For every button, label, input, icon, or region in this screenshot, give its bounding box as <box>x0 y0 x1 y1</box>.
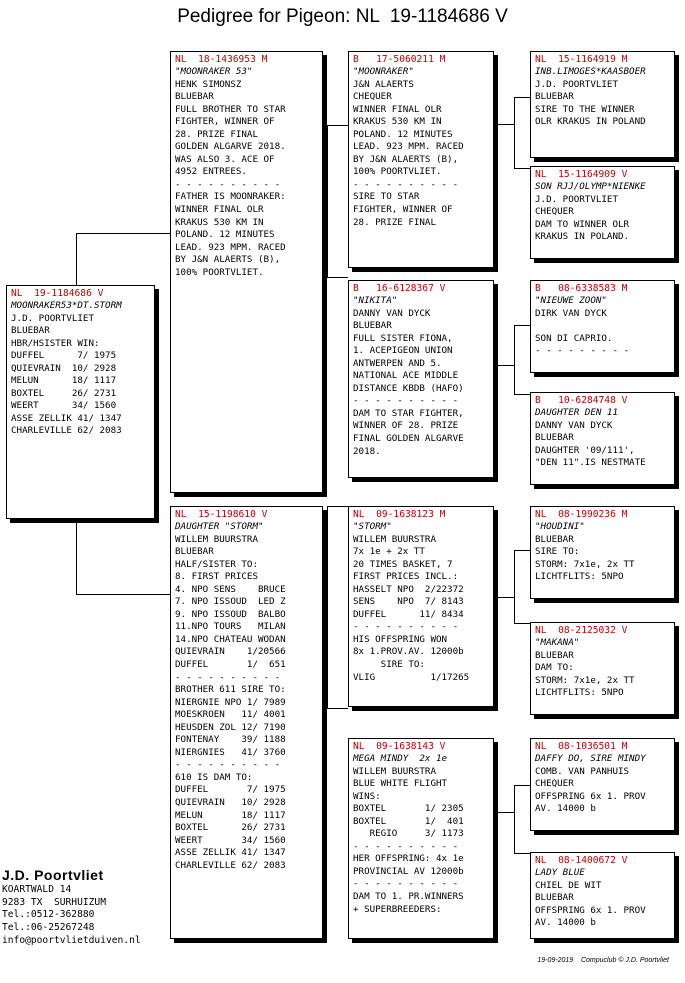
pedigree-line: STORM: 7x1e, 2x TT <box>535 674 635 686</box>
pedigree-line: DAM TO WINNER OLR <box>535 218 630 230</box>
pedigree-line: BLUEBAR <box>353 320 392 332</box>
pedigree-line: - - - - - - - - - - <box>175 178 281 190</box>
pedigree-line: DANNY VAN DYCK <box>353 307 431 319</box>
pedigree-line: OFFSPRING 6x 1. PROV <box>535 904 646 916</box>
pedigree-card-dds <box>530 738 675 831</box>
pigeon-name: "MAKANA" <box>535 637 580 648</box>
pedigree-line: - - - - - - - - - <box>535 345 630 357</box>
pedigree-line: KRAKUS 530 KM IN <box>353 116 442 128</box>
pedigree-line: CHEQUER <box>535 206 574 218</box>
ring-number: B 10-6284748 V <box>535 395 628 406</box>
pedigree-line: 9. NPO ISSOUD BALBO <box>175 608 286 620</box>
pedigree-line: WAS ALSO 3. ACE OF <box>175 153 275 165</box>
connector-line <box>514 394 530 395</box>
ring-number: NL 08-2125032 V <box>535 625 628 636</box>
pedigree-line: BLUEBAR <box>11 325 50 337</box>
pedigree-line: J.D. POORTVLIET <box>11 312 94 324</box>
connector-line <box>514 168 530 169</box>
pedigree-line: SON DI CAPRIO. <box>535 332 613 344</box>
pedigree-line: POLAND. 12 MINUTES <box>175 229 275 241</box>
connector-line <box>514 97 530 98</box>
pedigree-line: NIERGNIE NPO 1/ 7989 <box>175 696 286 708</box>
pedigree-line: LEAD. 923 MPM. RACED <box>353 141 464 153</box>
pedigree-line: FINAL GOLDEN ALGARVE <box>353 433 464 445</box>
pedigree-line: PROVINCIAL AV 12000b <box>353 865 464 877</box>
pedigree-line: DAUGHTER '09/111', <box>535 444 635 456</box>
connector-line <box>494 597 514 598</box>
pedigree-line: 610 IS DAM TO: <box>175 771 253 783</box>
pedigree-line: 7. NPO ISSOUD LED Z <box>175 596 286 608</box>
ring-number: NL 09-1638143 V <box>353 741 446 752</box>
pedigree-line: FONTENAY 39/ 1188 <box>175 734 286 746</box>
breeder-phone: Tel.:0512-362880 <box>2 909 95 921</box>
pedigree-line: BOXTEL 1/ 401 <box>353 815 464 827</box>
pedigree-line: GOLDEN ALGARVE 2018. <box>175 141 286 153</box>
pedigree-line: CHARLEVILLE 62/ 2083 <box>11 425 122 437</box>
page-title: Pedigree for Pigeon: NL 19-1184686 V <box>177 6 508 27</box>
pedigree-card-dam-dam <box>348 738 494 939</box>
pedigree-card-sdd <box>530 392 675 485</box>
pedigree-line: DIRK VAN DYCK <box>535 307 607 319</box>
pedigree-line: FIRST PRICES INCL.: <box>353 571 459 583</box>
pedigree-line: 11.NPO TOURS MILAN <box>175 621 286 633</box>
pedigree-line: - - - - - - - - - - <box>353 621 459 633</box>
ring-number: B 08-6338583 M <box>535 283 628 294</box>
connector-line <box>514 325 515 394</box>
connector-line <box>514 550 530 551</box>
pedigree-card-ddd <box>530 852 675 939</box>
pedigree-line: OFFSPRING 6x 1. PROV <box>535 790 646 802</box>
pedigree-line: WEERT 34/ 1560 <box>11 400 117 412</box>
pedigree-line: BLUEBAR <box>535 432 574 444</box>
pedigree-line: DUFFEL 7/ 1975 <box>11 350 117 362</box>
pigeon-name: INB.LIMOGES*KAASBOER <box>535 66 646 77</box>
pedigree-line: CHIEL DE WIT <box>535 879 602 891</box>
pedigree-line: BOXTEL 26/ 2731 <box>175 822 286 834</box>
pedigree-card-dam-sire <box>348 506 494 707</box>
pedigree-line: - - - - - - - - - - <box>353 178 459 190</box>
connector-line <box>514 325 530 326</box>
pedigree-line: ANTWERPEN AND 5. <box>353 357 442 369</box>
ring-number: NL 15-1198610 V <box>175 509 268 520</box>
pedigree-line: SIRE TO STAR <box>353 191 420 203</box>
footer-credit: 19-09-2019 Compuclub © J.D. Poortvliet <box>537 957 669 964</box>
pedigree-line: CHARLEVILLE 62/ 2083 <box>175 859 286 871</box>
connector-line <box>327 708 348 709</box>
breeder-info <box>2 866 141 948</box>
pedigree-line: - - - - - - - - - - <box>175 759 281 771</box>
pedigree-line: DUFFEL 1/ 651 <box>175 659 286 671</box>
connector-line <box>514 623 530 624</box>
pedigree-line: BLUEBAR <box>535 533 574 545</box>
pedigree-line: WILLEM BUURSTRA <box>353 533 436 545</box>
pedigree-line: MELUN 18/ 1117 <box>175 809 286 821</box>
pedigree-line: - - - - - - - - - - <box>353 878 459 890</box>
connector-line <box>494 124 514 125</box>
connector-line <box>514 853 530 854</box>
pedigree-line: BLUEBAR <box>175 546 214 558</box>
pedigree-line: SIRE TO: <box>535 546 580 558</box>
ring-number: NL 15-1164909 V <box>535 169 628 180</box>
pedigree-line: QUIEVRAIN 10/ 2928 <box>11 362 117 374</box>
pedigree-line: - - - - - - - - - - <box>353 840 459 852</box>
pedigree-line: DAM TO: <box>535 662 574 674</box>
pedigree-card-dsd <box>530 622 675 715</box>
pedigree-line: BY J&N ALAERTS (B), <box>175 254 281 266</box>
connector-line <box>327 277 348 278</box>
pedigree-line: - - - - - - - - - - <box>353 395 459 407</box>
pedigree-line: J.D. POORTVLIET <box>535 78 618 90</box>
pedigree-line: KRAKUS IN POLAND. <box>535 231 630 243</box>
pedigree-line: LICHTFLITS: 5NPO <box>535 571 624 583</box>
pedigree-line: AV. 14000 b <box>535 917 596 929</box>
pedigree-line: - - - - - - - - - - <box>175 671 281 683</box>
breeder-email[interactable]: info@poortvlietduiven.nl <box>2 934 141 946</box>
connector-line <box>327 125 348 126</box>
pedigree-line: FATHER IS MOONRAKER: <box>175 191 286 203</box>
pigeon-name: "NIKITA" <box>353 295 398 306</box>
connector-line <box>494 812 514 813</box>
pedigree-line: LEAD. 923 MPM. RACED <box>175 241 286 253</box>
pedigree-line: POLAND. 12 MINUTES <box>353 128 453 140</box>
ring-number: NL 19-1184686 V <box>11 288 104 299</box>
pedigree-line: HIS OFFSPRING WON <box>353 633 448 645</box>
pedigree-line <box>535 320 670 333</box>
pedigree-line: 2018. <box>353 445 381 457</box>
pedigree-line: ASSE ZELLIK 41/ 1347 <box>175 847 286 859</box>
pedigree-line: + SUPERBREEDERS: <box>353 903 442 915</box>
pedigree-line: ASSE ZELLIK 41/ 1347 <box>11 412 122 424</box>
connector-line <box>494 365 514 366</box>
ring-number: B 17-5060211 M <box>353 54 446 65</box>
pedigree-line: MELUN 18/ 1117 <box>11 375 117 387</box>
pedigree-line: WINNER FINAL OLR <box>353 103 442 115</box>
pedigree-line: NATIONAL ACE MIDDLE <box>353 370 459 382</box>
connector-line <box>327 506 348 507</box>
pedigree-line: FIGHTER, WINNER OF <box>175 116 275 128</box>
pedigree-line: MOESKROEN 11/ 4001 <box>175 709 286 721</box>
ring-number: NL 08-1990236 M <box>535 509 628 520</box>
pedigree-card-dss <box>530 506 675 599</box>
connector-line <box>76 233 77 285</box>
pedigree-line: FULL SISTER FIONA, <box>353 332 453 344</box>
breeder-name: J.D. Poortvliet <box>2 867 104 883</box>
pedigree-line: STORM: 7x1e, 2x TT <box>535 558 635 570</box>
pedigree-line: 8x 1.PROV.AV. 12000b <box>353 646 464 658</box>
connector-line <box>76 233 170 234</box>
pedigree-line: WINNER FINAL OLR <box>175 204 264 216</box>
pedigree-line: BOXTEL 26/ 2731 <box>11 387 117 399</box>
pigeon-name: DAUGHTER "STORM" <box>175 521 264 532</box>
connector-line <box>76 594 170 595</box>
pedigree-line: HBR/HSISTER WIN: <box>11 337 100 349</box>
pedigree-card-subject <box>6 285 155 519</box>
connector-line <box>327 125 328 277</box>
pedigree-line: 14.NPO CHATEAU WODAN <box>175 633 286 645</box>
connector-line <box>76 519 77 594</box>
pedigree-line: J.D. POORTVLIET <box>535 193 618 205</box>
pedigree-line: 4. NPO SENS BRUCE <box>175 583 286 595</box>
pedigree-line: BROTHER 611 SIRE TO: <box>175 684 286 696</box>
pedigree-line: BLUEBAR <box>175 91 214 103</box>
pedigree-line: WINNER OF 28. PRIZE <box>353 420 459 432</box>
pedigree-line: WINS: <box>353 790 381 802</box>
connector-line <box>327 506 328 708</box>
pedigree-line: DISTANCE KBDB (HAFO) <box>353 382 464 394</box>
pedigree-line: DAM TO STAR FIGHTER, <box>353 407 464 419</box>
pedigree-line: WEERT 34/ 1560 <box>175 834 286 846</box>
pedigree-card-ssd <box>530 166 675 259</box>
pedigree-line: BLUEBAR <box>535 892 574 904</box>
pedigree-line: COMB. VAN PANHUIS <box>535 765 630 777</box>
pedigree-line: DAM TO 1. PR.WINNERS <box>353 891 464 903</box>
pedigree-line: WILLEM BUURSTRA <box>175 533 258 545</box>
pedigree-line: 100% POORTVLIET. <box>353 166 442 178</box>
pigeon-name: MOONRAKER53*DT.STORM <box>11 300 122 311</box>
connector-line <box>514 97 515 168</box>
pedigree-line: NIERGNIES 41/ 3760 <box>175 746 286 758</box>
pedigree-line: WILLEM BUURSTRA <box>353 765 436 777</box>
breeder-mobile: Tel.:06-25267248 <box>2 922 95 934</box>
pedigree-line: SIRE TO THE WINNER <box>535 103 635 115</box>
breeder-address: KOARTWALD 14 <box>2 884 72 895</box>
pedigree-line: 20 TIMES BASKET, 7 <box>353 558 453 570</box>
connector-line <box>514 550 515 623</box>
pedigree-line: BY J&N ALAERTS (B), <box>353 153 459 165</box>
pedigree-line: 100% POORTVLIET. <box>175 266 264 278</box>
pedigree-card-sire-dam <box>348 280 494 478</box>
pigeon-name: LADY BLUE <box>535 867 585 878</box>
pedigree-line: 4952 ENTREES. <box>175 166 247 178</box>
pedigree-line: J&N ALAERTS <box>353 78 414 90</box>
pedigree-line: SIRE TO: <box>353 659 425 671</box>
pedigree-line: FIGHTER, WINNER OF <box>353 204 453 216</box>
pedigree-line: QUIEVRAIN 10/ 2928 <box>175 797 286 809</box>
pedigree-line: REGIO 3/ 1173 <box>353 828 464 840</box>
pedigree-line: HER OFFSPRING: 4x 1e <box>353 853 464 865</box>
pedigree-line: DANNY VAN DYCK <box>535 419 613 431</box>
pedigree-card-dam <box>170 506 323 939</box>
ring-number: NL 18-1436953 M <box>175 54 268 65</box>
pedigree-line: BLUEBAR <box>535 91 574 103</box>
pigeon-name: "HOUDINI" <box>535 521 585 532</box>
connector-line <box>514 785 530 786</box>
pedigree-line: DUFFEL 11/ 8434 <box>353 608 464 620</box>
pigeon-name: DAFFY DO, SIRE MINDY <box>535 753 646 764</box>
pedigree-line: CHEQUER <box>353 91 392 103</box>
pedigree-line: QUIEVRAIN 1/20566 <box>175 646 286 658</box>
pedigree-line: HALF/SISTER TO: <box>175 558 258 570</box>
pedigree-line: FULL BROTHER TO STAR <box>175 103 286 115</box>
pedigree-line: BLUEBAR <box>535 649 574 661</box>
pigeon-name: "MOONRAKER 53" <box>175 66 253 77</box>
pigeon-name: SON RJJ/OLYMP*NIENKE <box>535 181 646 192</box>
pedigree-line: DUFFEL 7/ 1975 <box>175 784 286 796</box>
pedigree-line: 28. PRIZE FINAL <box>353 216 436 228</box>
pedigree-line: HEUSDEN ZOL 12/ 7190 <box>175 721 286 733</box>
pedigree-line: BLUE WHITE FLIGHT <box>353 778 448 790</box>
pedigree-line: 1. ACEPIGEON UNION <box>353 345 453 357</box>
connector-line <box>514 785 515 853</box>
pigeon-name: "MOONRAKER" <box>353 66 414 77</box>
pedigree-card-sire <box>170 51 323 493</box>
ring-number: NL 08-1036501 M <box>535 741 628 752</box>
pigeon-name: "NIEUWE ZOON" <box>535 295 607 306</box>
pedigree-line: KRAKUS 530 KM IN <box>175 216 264 228</box>
pedigree-line: CHEQUER <box>535 778 574 790</box>
pedigree-line: HENK SIMONSZ <box>175 78 242 90</box>
pedigree-line: BOXTEL 1/ 2305 <box>353 803 464 815</box>
pedigree-line: 8. FIRST PRICES <box>175 571 258 583</box>
pedigree-line: 28. PRIZE FINAL <box>175 128 258 140</box>
pedigree-line: "DEN 11".IS NESTMATE <box>535 457 646 469</box>
ring-number: B 16-6128367 V <box>353 283 446 294</box>
breeder-postcode: 9283 TX SURHUIZUM <box>2 896 106 908</box>
pedigree-card-sire-sire <box>348 51 494 268</box>
pedigree-line: HASSELT NPO 2/22372 <box>353 583 464 595</box>
pedigree-line: AV. 14000 b <box>535 803 596 815</box>
pedigree-card-sss <box>530 51 675 158</box>
pedigree-line: 7x 1e + 2x TT <box>353 546 425 558</box>
ring-number: NL 08-1400672 V <box>535 855 628 866</box>
pedigree-card-sds <box>530 280 675 373</box>
pigeon-name: MEGA MINDY 2x 1e <box>353 753 448 764</box>
pigeon-name: "STORM" <box>353 521 392 532</box>
pedigree-line: SENS NPO 7/ 8143 <box>353 596 464 608</box>
pedigree-line: OLR KRAKUS IN POLAND <box>535 116 646 128</box>
ring-number: NL 09-1638123 M <box>353 509 446 520</box>
ring-number: NL 15-1164919 M <box>535 54 628 65</box>
pigeon-name: DAUGHTER DEN 11 <box>535 407 618 418</box>
pedigree-line: LICHTFLITS: 5NPO <box>535 687 624 699</box>
pedigree-line: VLIG 1/17265 <box>353 671 470 683</box>
